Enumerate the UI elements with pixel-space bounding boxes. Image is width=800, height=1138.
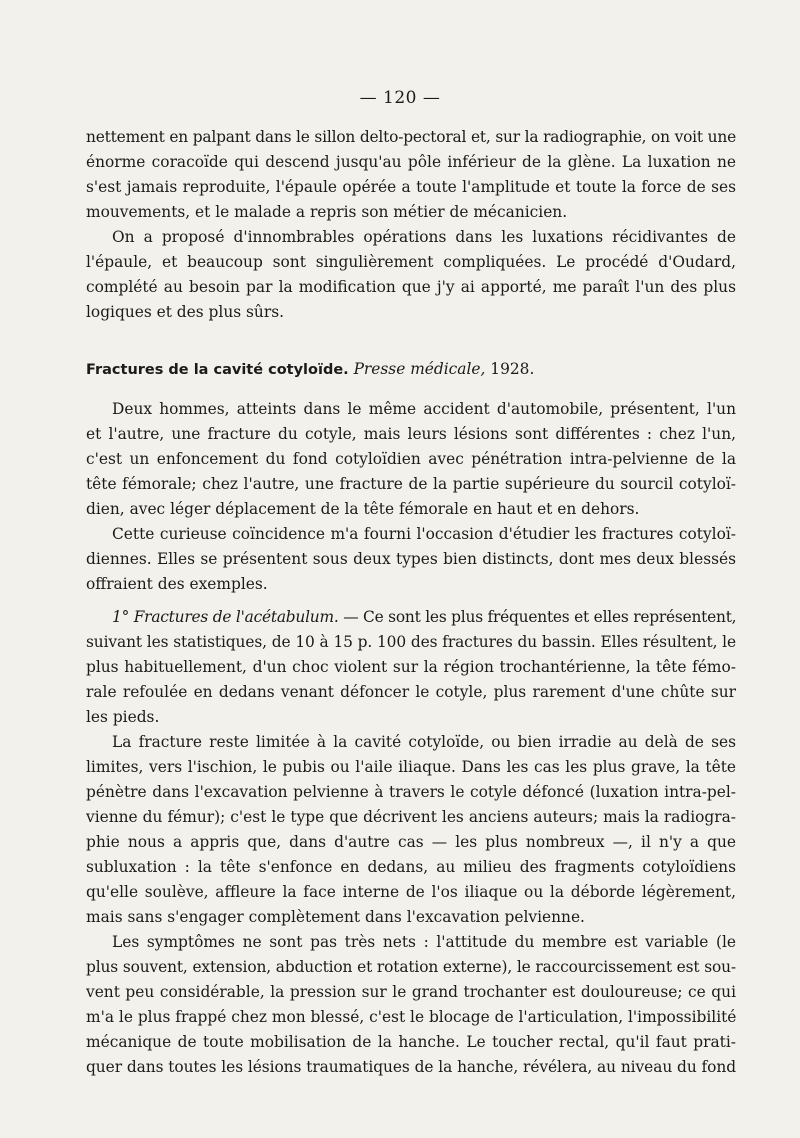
text-line: diennes. Elles se présentent sous deux types bien distincts, dont mes deux blessés bbox=[86, 550, 736, 568]
text-line: Cette curieuse coïncidence m'a fourni l'occasion d'étudier les fractures cotyloï- bbox=[112, 525, 736, 543]
text-line: offraient des exemples. bbox=[86, 575, 268, 593]
text-line: limites, vers l'ischion, le pubis ou l'aile iliaque. Dans les cas les plus grave, la tête bbox=[86, 758, 736, 776]
text-line: m'a le plus frappé chez mon blessé, c'est le blocage de l'articulation, l'impossibilité bbox=[86, 1008, 736, 1026]
heading-year: 1928. bbox=[490, 360, 535, 378]
text-line: mécanique de toute mobilisation de la hanche. Le toucher rectal, qu'il faut prati- bbox=[86, 1033, 736, 1051]
text-line: On a proposé d'innombrables opérations dans les luxations récidivantes de bbox=[112, 228, 736, 246]
text-line bbox=[112, 606, 736, 628]
heading-journal: Presse médicale, bbox=[353, 360, 486, 378]
text-line: l'épaule, et beaucoup sont singulièrement compliquées. Le procédé d'Oudard, bbox=[86, 253, 736, 271]
text-line: complété au besoin par la modification que j'y ai apporté, me paraît l'un des plus bbox=[86, 278, 736, 296]
text-line: et l'autre, une fracture du cotyle, mais leurs lésions sont différentes : chez l'un, bbox=[86, 425, 736, 443]
text-line: plus souvent, extension, abduction et rotation externe), le raccourcissement est sou- bbox=[86, 958, 736, 976]
text-line: plus habituellement, d'un choc violent sur la région trochantérienne, la tête fémo- bbox=[86, 658, 736, 676]
heading-title: Fractures de la cavité cotyloïde. bbox=[86, 362, 349, 378]
section-heading bbox=[86, 358, 736, 381]
text-line: phie nous a appris que, dans d'autre cas — les plus nombreux —, il n'y a que bbox=[86, 833, 736, 851]
text-line: Deux hommes, atteints dans le même accident d'automobile, présentent, l'un bbox=[112, 400, 736, 418]
text-line: c'est un enfoncement du fond cotyloïdien avec pénétration intra-pelvienne de la bbox=[86, 450, 736, 468]
page-number: — 120 — bbox=[359, 88, 441, 108]
text-line: rale refoulée en dedans venant défoncer le cotyle, plus rarement d'une chûte sur bbox=[86, 683, 736, 701]
text-line: vienne du fémur); c'est le type que décrivent les anciens auteurs; mais la radiogra- bbox=[86, 808, 736, 826]
text-line: Les symptômes ne sont pas très nets : l'attitude du membre est variable (le bbox=[112, 933, 736, 951]
text-line: énorme coracoïde qui descend jusqu'au pôle inférieur de la glène. La luxation ne bbox=[86, 153, 736, 171]
text-line: qu'elle soulève, affleure la face interne de l'os iliaque ou la déborde légèrement, bbox=[86, 883, 736, 901]
text-span: — Ce sont les plus fréquentes et elles représentent, bbox=[338, 608, 736, 626]
text-line: suivant les statistiques, de 10 à 15 p. 100 des fractures du bassin. Elles résultent, le bbox=[86, 633, 736, 651]
text-line: subluxation : la tête s'enfonce en dedans, au milieu des fragments cotyloïdiens bbox=[86, 858, 736, 876]
text-line: tête fémorale; chez l'autre, une fracture de la partie supérieure du sourcil cotyloï- bbox=[86, 475, 736, 493]
text-line: s'est jamais reproduite, l'épaule opérée a toute l'amplitude et toute la force de ses bbox=[86, 178, 736, 196]
text-line: mais sans s'engager complètement dans l'excavation pelvienne. bbox=[86, 908, 585, 926]
text-line: pénètre dans l'excavation pelvienne à travers le cotyle défoncé (luxation intra-pel- bbox=[86, 783, 736, 801]
text-line: La fracture reste limitée à la cavité cotyloïde, ou bien irradie au delà de ses bbox=[112, 733, 736, 751]
subsection-title: 1° Fractures de l'acétabulum. bbox=[112, 608, 339, 626]
text-line: logiques et des plus sûrs. bbox=[86, 303, 284, 321]
text-line: nettement en palpant dans le sillon delto-pectoral et, sur la radiographie, on voit une bbox=[86, 128, 736, 146]
text-line: les pieds. bbox=[86, 708, 160, 726]
text-line: dien, avec léger déplacement de la tête fémorale en haut et en dehors. bbox=[86, 500, 640, 518]
text-line: vent peu considérable, la pression sur le grand trochanter est douloureuse; ce qui bbox=[86, 983, 736, 1001]
text-line: mouvements, et le malade a repris son métier de mécanicien. bbox=[86, 203, 568, 221]
text-line: quer dans toutes les lésions traumatiques de la hanche, révélera, au niveau du fond bbox=[86, 1058, 736, 1076]
